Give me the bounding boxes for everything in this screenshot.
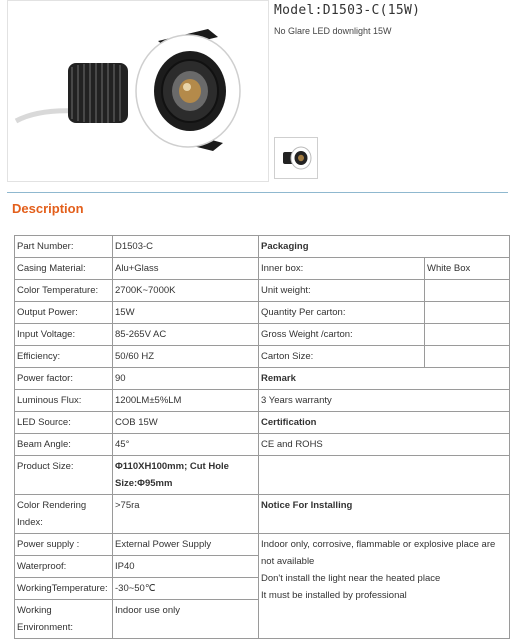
table-row <box>15 456 510 495</box>
spec-value: Indoor use only <box>113 600 259 639</box>
spec-label: Input Voltage: <box>15 324 113 346</box>
remark-heading: Remark <box>259 368 510 390</box>
packaging-label: Gross Weight /carton: <box>259 324 425 346</box>
table-row <box>15 534 510 556</box>
spec-label: Working Environment: <box>15 600 113 639</box>
table-row <box>15 324 510 346</box>
packaging-label: Inner box: <box>259 258 425 280</box>
spec-label: Casing Material: <box>15 258 113 280</box>
section-divider <box>7 192 508 193</box>
spec-label: Color Temperature: <box>15 280 113 302</box>
spec-value: COB 15W <box>113 412 259 434</box>
spec-value: -30~50℃ <box>113 578 259 600</box>
spec-label: WorkingTemperature: <box>15 578 113 600</box>
packaging-value: White Box <box>425 258 510 280</box>
spec-label: Product Size: <box>15 456 113 495</box>
spec-label: Luminous Flux: <box>15 390 113 412</box>
spec-label: Beam Angle: <box>15 434 113 456</box>
table-row <box>15 390 510 412</box>
table-row <box>15 434 510 456</box>
spec-value: >75ra <box>113 495 259 534</box>
packaging-value <box>425 346 510 368</box>
table-row <box>15 368 510 390</box>
product-thumbnail[interactable] <box>274 137 318 179</box>
table-row <box>15 236 510 258</box>
notice-text <box>259 534 510 639</box>
empty-cell <box>259 456 510 495</box>
spec-label: Power supply : <box>15 534 113 556</box>
spec-value: 1200LM±5%LM <box>113 390 259 412</box>
spec-label: LED Source: <box>15 412 113 434</box>
packaging-label: Carton Size: <box>259 346 425 368</box>
downlight-image <box>8 1 268 181</box>
spec-value: 50/60 HZ <box>113 346 259 368</box>
description-heading: Description <box>12 201 84 216</box>
product-subtitle: No Glare LED downlight 15W <box>274 26 392 36</box>
table-row <box>15 302 510 324</box>
notice-line: Don't install the light near the heated place <box>261 573 441 584</box>
spec-value: External Power Supply <box>113 534 259 556</box>
spec-label: Color Rendering Index: <box>15 495 113 534</box>
spec-table <box>14 235 510 639</box>
spec-label: Efficiency: <box>15 346 113 368</box>
spec-value: 90 <box>113 368 259 390</box>
downlight-thumbnail-icon <box>275 138 317 178</box>
spec-label: Power factor: <box>15 368 113 390</box>
product-photo <box>7 0 269 182</box>
spec-value: Alu+Glass <box>113 258 259 280</box>
model-title: Model:D1503-C(15W) <box>274 3 421 18</box>
packaging-label: Unit weight: <box>259 280 425 302</box>
table-row <box>15 346 510 368</box>
packaging-label: Quantity Per carton: <box>259 302 425 324</box>
table-row <box>15 412 510 434</box>
spec-label: Part Number: <box>15 236 113 258</box>
packaging-value <box>425 280 510 302</box>
notice-line: It must be installed by professional <box>261 590 407 601</box>
packaging-heading: Packaging <box>259 236 510 258</box>
spec-value: 15W <box>113 302 259 324</box>
certification-text: CE and ROHS <box>259 434 510 456</box>
spec-value: 2700K~7000K <box>113 280 259 302</box>
table-row <box>15 258 510 280</box>
spec-label: Output Power: <box>15 302 113 324</box>
certification-heading: Certification <box>259 412 510 434</box>
spec-value: 45° <box>113 434 259 456</box>
packaging-value <box>425 324 510 346</box>
table-row <box>15 280 510 302</box>
remark-text: 3 Years warranty <box>259 390 510 412</box>
notice-heading: Notice For Installing <box>259 495 510 534</box>
notice-line: Indoor only, corrosive, flammable or explosive place are not available <box>261 539 496 567</box>
spec-value: 85-265V AC <box>113 324 259 346</box>
packaging-value <box>425 302 510 324</box>
spec-label: Waterproof: <box>15 556 113 578</box>
spec-value: D1503-C <box>113 236 259 258</box>
table-row <box>15 495 510 534</box>
spec-value: Φ110XH100mm; Cut Hole Size:Φ95mm <box>113 456 259 495</box>
spec-value: IP40 <box>113 556 259 578</box>
